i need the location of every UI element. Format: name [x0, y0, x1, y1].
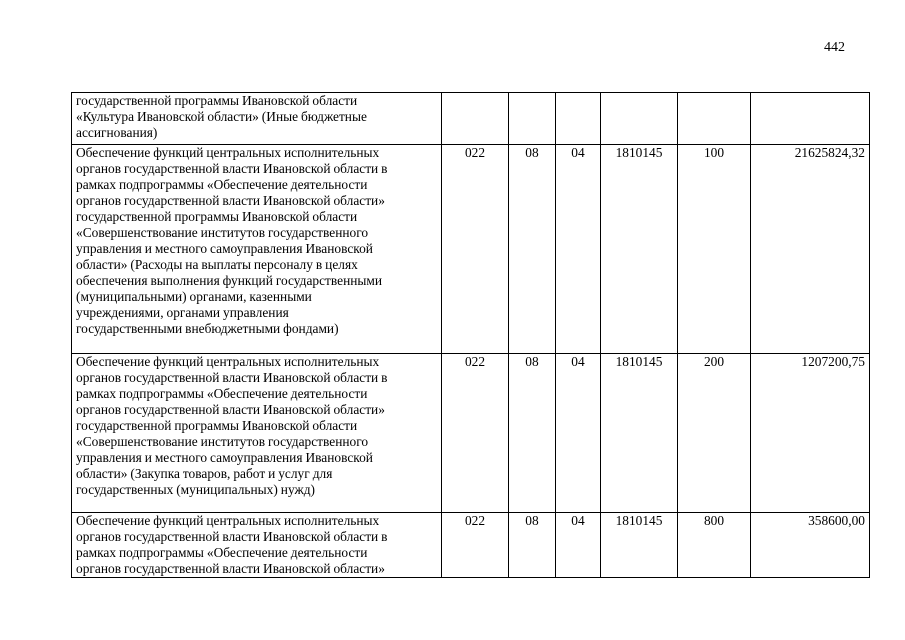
row-description: государственной программы Ивановской области «Культура Ивановской области» (Иные бюджетные ассигнования) [72, 93, 442, 145]
target-article-code: 1810145 [601, 354, 678, 513]
target-article-code: 1810145 [601, 145, 678, 354]
row-description: Обеспечение функций центральных исполнительных органов государственной власти Ивановской области в рамках подпрограммы «Обеспечение деятельности органов государственной власти Ивановской области» государственной программы Ивановской области «Совершенствование институтов государственного управления и местного самоуправления Ивановской области» (Закупка товаров, работ и услуг для государственных (муниципальных) нужд) [72, 354, 442, 513]
subsection-code: 04 [556, 354, 601, 513]
row-description: Обеспечение функций центральных исполнительных органов государственной власти Ивановской области в рамках подпрограммы «Обеспечение деятельности органов государственной власти Ивановской области» [72, 513, 442, 578]
ministry-code: 022 [442, 513, 509, 578]
expense-type-code: 100 [678, 145, 751, 354]
subsection-code: 04 [556, 145, 601, 354]
table-row [72, 93, 870, 145]
subsection-code [556, 93, 601, 145]
amount: 358600,00 [751, 513, 870, 578]
amount: 21625824,32 [751, 145, 870, 354]
expense-type-code: 800 [678, 513, 751, 578]
ministry-code [442, 93, 509, 145]
section-code: 08 [509, 513, 556, 578]
target-article-code: 1810145 [601, 513, 678, 578]
table-row [72, 513, 870, 578]
row-description: Обеспечение функций центральных исполнительных органов государственной власти Ивановской области в рамках подпрограммы «Обеспечение деятельности органов государственной власти Ивановской области» государственной программы Ивановской области «Совершенствование институтов государственного управления и местного самоуправления Ивановской области» (Расходы на выплаты персоналу в целях обеспечения выполнения функций государственными (муниципальными) органами, казенными учреждениями, органами управления государственными внебюджетными фондами) [72, 145, 442, 354]
subsection-code: 04 [556, 513, 601, 578]
expense-type-code: 200 [678, 354, 751, 513]
target-article-code [601, 93, 678, 145]
amount [751, 93, 870, 145]
amount: 1207200,75 [751, 354, 870, 513]
page-number: 442 [824, 40, 845, 55]
ministry-code: 022 [442, 145, 509, 354]
section-code: 08 [509, 354, 556, 513]
section-code [509, 93, 556, 145]
budget-table [71, 92, 870, 578]
table-row [72, 354, 870, 513]
table-row [72, 145, 870, 354]
section-code: 08 [509, 145, 556, 354]
ministry-code: 022 [442, 354, 509, 513]
expense-type-code [678, 93, 751, 145]
